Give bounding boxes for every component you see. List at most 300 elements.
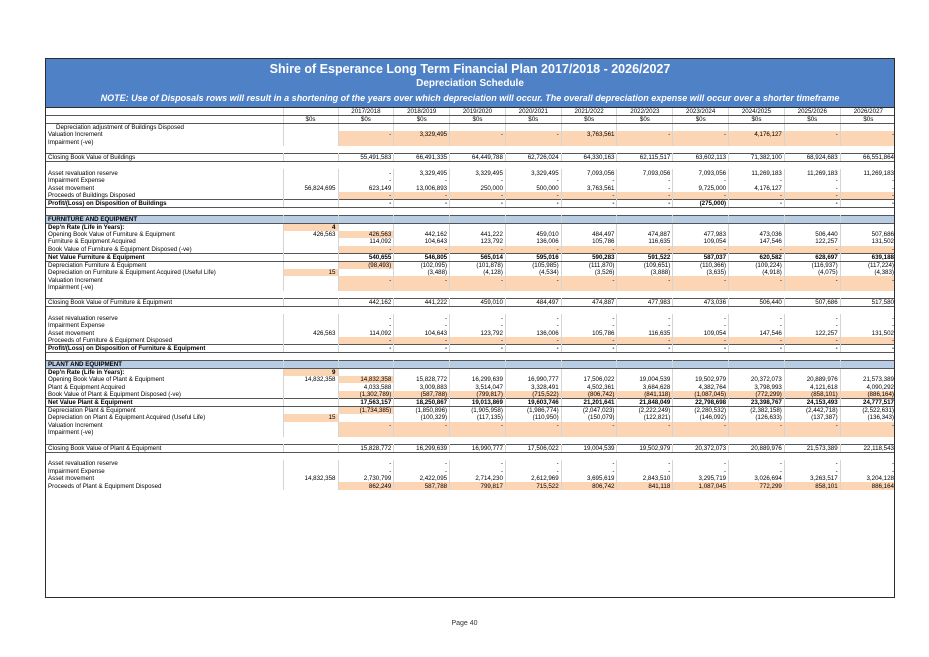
row-label: Asset movement: [46, 330, 283, 338]
cell-value: 3,514,047: [450, 383, 506, 391]
cell-value: -: [394, 345, 450, 353]
cell-value: -: [505, 177, 561, 185]
cell-value: [338, 162, 394, 170]
cell-value: [338, 223, 394, 231]
cell-value: [561, 207, 617, 215]
cell-value: 114,092: [338, 238, 394, 246]
row-label: Depreciation adjustment of Buildings Disposed: [46, 124, 283, 132]
cell-value: [840, 207, 895, 215]
cell-value: -: [617, 467, 673, 475]
table-row: [46, 406, 895, 414]
cell-value: -: [729, 246, 785, 254]
section-header-row: [46, 215, 895, 223]
cell-value: [617, 291, 673, 299]
cell-value: -: [561, 246, 617, 254]
cell-value: 122,257: [784, 238, 840, 246]
cell-value: -: [673, 322, 729, 330]
cell-value: -: [450, 422, 506, 430]
table-row: [46, 207, 895, 215]
table-row: [46, 467, 895, 475]
cell-value: (102,095): [394, 261, 450, 269]
cell-value: 16,990,777: [450, 444, 506, 452]
cell-value: [283, 437, 338, 445]
cell-value: 56,824,695: [283, 184, 338, 192]
table-row: [46, 269, 895, 277]
cell-value: [505, 223, 561, 231]
cell-value: 66,491,335: [394, 154, 450, 162]
cell-value: (715,522): [505, 391, 561, 399]
cell-value: [283, 467, 338, 475]
cell-value: 3,763,561: [561, 184, 617, 192]
cell-value: 2018/2019: [394, 108, 450, 116]
cell-value: 477,983: [617, 299, 673, 307]
cell-value: (1,734,385): [338, 406, 394, 414]
cell-value: [283, 131, 338, 139]
cell-value: [617, 429, 673, 437]
cell-value: [450, 284, 506, 292]
cell-value: [283, 360, 338, 368]
cell-value: -: [394, 422, 450, 430]
cell-value: 3,263,517: [784, 475, 840, 483]
cell-value: 474,887: [561, 299, 617, 307]
cell-value: 11,269,183: [729, 169, 785, 177]
row-label: Depreciation on Plant & Equipment Acquired (Useful Life): [46, 414, 283, 422]
cell-value: -: [450, 345, 506, 353]
cell-value: -: [729, 460, 785, 468]
cell-value: -: [338, 337, 394, 345]
cell-value: [673, 429, 729, 437]
cell-value: (4,383): [874, 269, 894, 277]
cell-value: [561, 360, 617, 368]
cell-value: (772,299): [729, 391, 785, 399]
cell-value: 147,546: [729, 238, 785, 246]
cell-value: -: [505, 322, 561, 330]
cell-value: -: [505, 422, 561, 430]
cell-value: -: [617, 184, 673, 192]
cell-value: -: [673, 460, 729, 468]
cell-value: 715,522: [505, 482, 561, 490]
cell-value: 4,382,764: [673, 383, 729, 391]
cell-value: [617, 307, 673, 315]
row-label: [46, 162, 283, 170]
cell-value: (3,488): [394, 269, 450, 277]
cell-value: [505, 284, 561, 292]
cell-value: -: [729, 467, 785, 475]
cell-value: 105,786: [561, 330, 617, 338]
cell-value: -: [891, 459, 894, 467]
cell-value: [561, 452, 617, 460]
cell-value: [840, 429, 895, 437]
cell-value: -: [673, 276, 729, 284]
cell-value: 11,269,183: [863, 169, 894, 177]
table-row: [46, 146, 895, 154]
cell-value: 109,054: [673, 330, 729, 338]
cell-value: 104,643: [394, 238, 450, 246]
table-row: [46, 345, 895, 353]
cell-value: 459,010: [450, 299, 506, 307]
cell-value: 841,118: [617, 482, 673, 490]
cell-value: [338, 452, 394, 460]
cell-value: [283, 383, 338, 391]
row-label: Profit/(Loss) on Disposition of Furniture & Equipment: [46, 345, 283, 353]
cell-value: -: [505, 345, 561, 353]
row-label: Profit/(Loss) on Disposition of Buildings: [46, 199, 283, 207]
cell-value: -: [840, 345, 895, 353]
cell-value: [840, 223, 895, 231]
sheet-subtitle: Depreciation Schedule: [416, 78, 524, 89]
cell-value: 477,983: [673, 231, 729, 239]
cell-value: [784, 207, 840, 215]
cell-value: 565,014: [450, 253, 506, 261]
row-label: Depreciation on Furniture & Equipment Acquired (Useful Life): [46, 269, 283, 277]
cell-value: 136,006: [505, 330, 561, 338]
cell-value: -: [338, 192, 394, 200]
cell-value: -: [617, 345, 673, 353]
cell-value: (3,635): [673, 269, 729, 277]
sheet-banner: [46, 59, 894, 108]
row-label: [46, 452, 283, 460]
cell-value: [450, 162, 506, 170]
cell-value: [617, 162, 673, 170]
cell-value: (100,329): [394, 414, 450, 422]
cell-value: -: [450, 337, 506, 345]
table-row: [46, 169, 895, 177]
cell-value: 20,372,073: [673, 444, 729, 452]
cell-value: 19,004,539: [561, 444, 617, 452]
cell-value: [283, 192, 338, 200]
cell-value: [394, 215, 450, 223]
cell-value: -: [338, 322, 394, 330]
table-row: [46, 124, 895, 132]
table-row: [46, 353, 895, 361]
cell-value: (105,985): [505, 261, 561, 269]
cell-value: $0s: [617, 116, 673, 124]
cell-value: [729, 139, 785, 147]
cell-value: [617, 284, 673, 292]
cell-value: 3,329,495: [450, 169, 506, 177]
cell-value: -: [840, 199, 895, 207]
cell-value: [617, 437, 673, 445]
cell-value: [394, 146, 450, 154]
cell-value: [505, 215, 561, 223]
depreciation-table: [46, 108, 895, 490]
cell-value: 15: [283, 414, 338, 422]
cell-value: [505, 162, 561, 170]
cell-value: (136,343): [867, 414, 894, 422]
cell-value: 68,924,683: [784, 154, 840, 162]
cell-value: -: [450, 199, 506, 207]
cell-value: 21,848,049: [617, 398, 673, 406]
cell-value: (858,101): [784, 391, 840, 399]
cell-value: $0s: [505, 116, 561, 124]
table-row: [46, 376, 895, 384]
row-label: [46, 307, 283, 315]
cell-value: -: [505, 192, 561, 200]
cell-value: -: [729, 422, 785, 430]
cell-value: [394, 452, 450, 460]
cell-value: -: [338, 199, 394, 207]
cell-value: -: [561, 314, 617, 322]
table-row: [46, 231, 895, 239]
cell-value: [561, 437, 617, 445]
cell-value: 7,093,056: [617, 169, 673, 177]
row-label: Valuation Increment: [46, 131, 283, 139]
cell-value: [784, 124, 840, 132]
row-label: [46, 353, 283, 361]
cell-value: 22,798,698: [673, 398, 729, 406]
row-label: FURNITURE AND EQUIPMENT: [46, 215, 283, 223]
cell-value: 19,502,979: [617, 444, 673, 452]
cell-value: [784, 437, 840, 445]
table-row: [46, 192, 895, 200]
cell-value: (4,534): [505, 269, 561, 277]
cell-value: (1,850,896): [394, 406, 450, 414]
table-row: [46, 223, 895, 231]
cell-value: -: [784, 322, 840, 330]
cell-value: [617, 452, 673, 460]
cell-value: [505, 437, 561, 445]
cell-value: -: [673, 337, 729, 345]
cell-value: (110,950): [505, 414, 561, 422]
cell-value: 3,695,619: [561, 475, 617, 483]
cell-value: -: [729, 337, 785, 345]
cell-value: [840, 291, 895, 299]
cell-value: -: [505, 246, 561, 254]
cell-value: 540,655: [338, 253, 394, 261]
cell-value: 3,328,491: [505, 383, 561, 391]
cell-value: 546,805: [394, 253, 450, 261]
cell-value: [505, 353, 561, 361]
cell-value: [840, 368, 895, 376]
cell-value: -: [784, 199, 840, 207]
cell-value: [673, 215, 729, 223]
cell-value: (806,742): [561, 391, 617, 399]
cell-value: -: [729, 322, 785, 330]
table-row: [46, 444, 895, 452]
cell-value: 136,006: [505, 238, 561, 246]
cell-value: [673, 437, 729, 445]
row-label: Valuation Increment: [46, 422, 283, 430]
cell-value: [283, 261, 338, 269]
cell-value: [283, 299, 338, 307]
cell-value: -: [784, 422, 840, 430]
sheet-title: Shire of Esperance Long Term Financial Plan 2017/2018 - 2026/2027: [269, 62, 671, 76]
cell-value: -: [450, 246, 506, 254]
cell-value: -: [394, 337, 450, 345]
cell-value: 109,054: [673, 238, 729, 246]
cell-value: [394, 429, 450, 437]
cell-value: [561, 284, 617, 292]
cell-value: 4: [283, 223, 338, 231]
cell-value: [450, 307, 506, 315]
cell-value: -: [673, 422, 729, 430]
table-row: [46, 177, 895, 185]
cell-value: 114,092: [338, 330, 394, 338]
cell-value: 16,990,777: [505, 376, 561, 384]
cell-value: [338, 124, 394, 132]
cell-value: -: [338, 422, 394, 430]
cell-value: -: [394, 467, 450, 475]
cell-value: -: [617, 199, 673, 207]
row-label: Closing Book Value of Plant & Equipment: [46, 444, 283, 452]
cell-value: [673, 353, 729, 361]
cell-value: [617, 207, 673, 215]
cell-value: 11,269,183: [784, 169, 840, 177]
cell-value: $0s: [283, 116, 338, 124]
cell-value: [729, 291, 785, 299]
row-label: [46, 291, 283, 299]
cell-value: 22,118,543: [840, 444, 895, 452]
cell-value: [505, 368, 561, 376]
cell-value: [283, 215, 338, 223]
cell-value: 500,000: [505, 184, 561, 192]
cell-value: $0s: [784, 116, 840, 124]
cell-value: -: [394, 322, 450, 330]
cell-value: [840, 124, 895, 132]
cell-value: [673, 368, 729, 376]
cell-value: 71,382,100: [729, 154, 785, 162]
cell-value: [394, 223, 450, 231]
cell-value: 104,643: [394, 330, 450, 338]
cell-value: [617, 353, 673, 361]
cell-value: 7,093,056: [673, 169, 729, 177]
cell-value: -: [673, 192, 729, 200]
cell-value: [450, 146, 506, 154]
cell-value: [283, 207, 338, 215]
cell-value: 147,546: [729, 330, 785, 338]
cell-value: [505, 291, 561, 299]
cell-value: 18,250,867: [394, 398, 450, 406]
cell-value: [394, 291, 450, 299]
cell-value: [394, 124, 450, 132]
cell-value: 426,563: [338, 231, 394, 239]
cell-value: -: [617, 422, 673, 430]
cell-value: [729, 146, 785, 154]
cell-value: [450, 368, 506, 376]
cell-value: -: [338, 345, 394, 353]
cell-value: [283, 162, 338, 170]
cell-value: 507,686: [871, 230, 894, 238]
table-row: [46, 284, 895, 292]
cell-value: 15,828,772: [394, 376, 450, 384]
cell-value: [283, 452, 338, 460]
cell-value: [450, 124, 506, 132]
cell-value: [561, 162, 617, 170]
cell-value: 590,283: [561, 253, 617, 261]
table-row: [46, 253, 895, 261]
cell-value: 14,832,358: [283, 376, 338, 384]
cell-value: [561, 429, 617, 437]
table-row: [46, 184, 895, 192]
cell-value: -: [338, 131, 394, 139]
table-row: [46, 337, 895, 345]
cell-value: (126,633): [729, 414, 785, 422]
cell-value: -: [505, 131, 561, 139]
cell-value: -: [338, 169, 394, 177]
cell-value: -: [673, 177, 729, 185]
sheet-note: NOTE: Use of Disposals rows will result in a shortening of the years over which depreciation will occur. The overall depreciation expense will occur over a shorter timeframe: [100, 93, 840, 103]
cell-value: -: [450, 467, 506, 475]
cell-value: [505, 307, 561, 315]
cell-value: 116,635: [617, 238, 673, 246]
table-row: [46, 246, 895, 254]
cell-value: -: [840, 246, 895, 254]
cell-value: -: [891, 322, 894, 330]
cell-value: -: [561, 337, 617, 345]
row-label: Asset movement: [46, 475, 283, 483]
cell-value: [505, 452, 561, 460]
cell-value: [673, 124, 729, 132]
table-row: [46, 307, 895, 315]
cell-value: [394, 139, 450, 147]
row-label: Asset revaluation reserve: [46, 314, 283, 322]
cell-value: 116,635: [617, 330, 673, 338]
cell-value: [673, 291, 729, 299]
table-row: [46, 162, 895, 170]
cell-value: 474,887: [617, 231, 673, 239]
cell-value: $0s: [450, 116, 506, 124]
cell-value: [617, 368, 673, 376]
cell-value: [673, 139, 729, 147]
cell-value: [784, 146, 840, 154]
cell-value: 426,563: [283, 231, 338, 239]
cell-value: [729, 353, 785, 361]
cell-value: [450, 223, 506, 231]
cell-value: [784, 223, 840, 231]
cell-value: -: [338, 177, 394, 185]
cell-value: [283, 482, 338, 490]
row-label: [46, 146, 283, 154]
table-row: [46, 322, 895, 330]
cell-value: [673, 223, 729, 231]
cell-value: 24,777,517: [840, 398, 895, 406]
cell-value: -: [561, 460, 617, 468]
cell-value: [617, 223, 673, 231]
cell-value: [784, 353, 840, 361]
cell-value: [673, 307, 729, 315]
row-label: Proceeds of Buildings Disposed: [46, 192, 283, 200]
cell-value: -: [561, 422, 617, 430]
cell-value: -: [450, 177, 506, 185]
cell-value: [450, 452, 506, 460]
cell-value: [561, 223, 617, 231]
cell-value: [729, 368, 785, 376]
row-label: Proceeds of Furniture & Equipment Disposed: [46, 337, 283, 345]
cell-value: 459,010: [505, 231, 561, 239]
cell-value: 886,164: [840, 482, 895, 490]
cell-value: (799,817): [450, 391, 506, 399]
table-row: [46, 261, 895, 269]
cell-value: -: [394, 276, 450, 284]
cell-value: -: [394, 192, 450, 200]
cell-value: [561, 139, 617, 147]
cell-value: 55,491,583: [338, 154, 394, 162]
cell-value: 620,582: [729, 253, 785, 261]
table-row: [46, 422, 895, 430]
cell-value: (2,382,158): [729, 406, 785, 414]
cell-value: [505, 207, 561, 215]
cell-value: [394, 368, 450, 376]
row-label: Asset movement: [46, 184, 283, 192]
cell-value: [450, 139, 506, 147]
table-row: [46, 391, 895, 399]
cell-value: 484,497: [505, 299, 561, 307]
cell-value: 105,786: [561, 238, 617, 246]
cell-value: 442,162: [394, 231, 450, 239]
cell-value: [283, 108, 338, 116]
cell-value: [338, 368, 394, 376]
cell-value: [450, 437, 506, 445]
